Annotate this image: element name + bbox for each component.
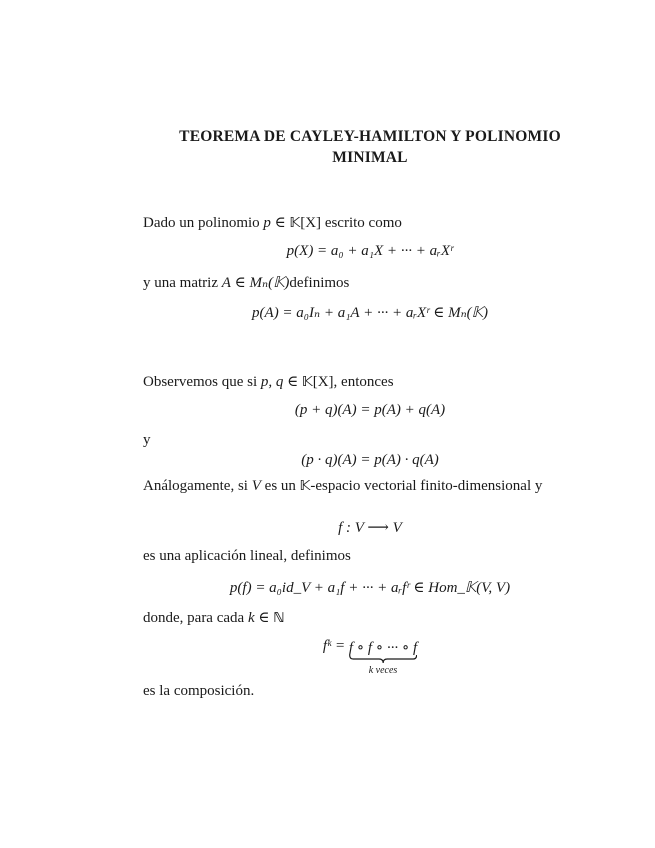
- equation-map: f : V ⟶ V: [338, 520, 402, 536]
- var-p: p: [263, 215, 271, 231]
- equation-composition: [0, 638, 655, 676]
- text-observemos: Observemos que si: [143, 374, 258, 390]
- page-title-line-1: TEOREMA DE CAYLEY-HAMILTON Y POLINOMIO: [179, 128, 561, 145]
- underbrace-group: [348, 638, 418, 676]
- text-es-un: es un: [264, 478, 296, 494]
- composition-rhs: f ∘ f ∘ ··· ∘ f: [348, 640, 418, 656]
- underbrace-icon: [349, 654, 417, 664]
- matrix-space: Mₙ(𝕂): [249, 275, 290, 291]
- field-k: 𝕂: [302, 374, 313, 390]
- symbol-in: ∈: [234, 275, 246, 291]
- equation-polynomial: p(X) = a₀ + a₁X + ··· + aᵣXʳ: [286, 243, 454, 259]
- field-k: 𝕂: [299, 478, 311, 494]
- paragraph-composition: es la composición.: [143, 683, 255, 699]
- text-definimos: definimos: [289, 275, 350, 291]
- equation-endomorphism-polynomial: p(f) = a₀id_V + a₁f + ··· + aᵣfʳ ∈ Hom_𝕂(V, V): [229, 580, 511, 596]
- paragraph-vector-space: [143, 478, 542, 495]
- text-dado: Dado un polinomio: [143, 215, 260, 231]
- set-n: ℕ: [273, 610, 285, 626]
- text-entonces: , entonces: [333, 374, 394, 390]
- symbol-in: ∈: [274, 215, 286, 231]
- symbol-in: ∈: [287, 374, 299, 390]
- vars-pq: p, q: [260, 374, 284, 390]
- equation-matrix-polynomial: p(A) = a₀Iₙ + a₁A + ··· + aᵣXʳ ∈ Mₙ(𝕂): [252, 305, 488, 321]
- ring-x: [X]: [300, 215, 322, 231]
- equation-product: (p · q)(A) = p(A) · q(A): [301, 452, 439, 468]
- text-analogamente: Análogamente, si: [143, 478, 248, 494]
- text-espacio: -espacio vectorial finito-dimensional y: [310, 478, 543, 494]
- var-k: k: [247, 610, 255, 626]
- paragraph-linear-map: es una aplicación lineal, definimos: [143, 548, 351, 564]
- text-matriz: y una matriz: [143, 275, 218, 291]
- paragraph-polynomial-intro: [143, 213, 402, 232]
- symbol-in: ∈: [258, 610, 270, 626]
- text-donde: donde, para cada: [143, 610, 245, 626]
- paragraph-observe: [143, 372, 394, 391]
- var-a: A: [221, 275, 231, 291]
- equation-sum: (p + q)(A) = p(A) + q(A): [294, 402, 446, 418]
- composition-lhs: fᵏ =: [322, 638, 346, 654]
- text-y: y: [143, 432, 151, 448]
- paragraph-matrix: [143, 273, 349, 292]
- ring-x: [X]: [312, 374, 334, 390]
- page-title-line-2: MINIMAL: [332, 149, 408, 166]
- underbrace-label: k veces: [368, 665, 398, 676]
- field-k: 𝕂: [289, 215, 301, 231]
- var-v: V: [251, 478, 261, 494]
- text-escrito: escrito como: [324, 215, 402, 231]
- paragraph-donde: [143, 608, 285, 627]
